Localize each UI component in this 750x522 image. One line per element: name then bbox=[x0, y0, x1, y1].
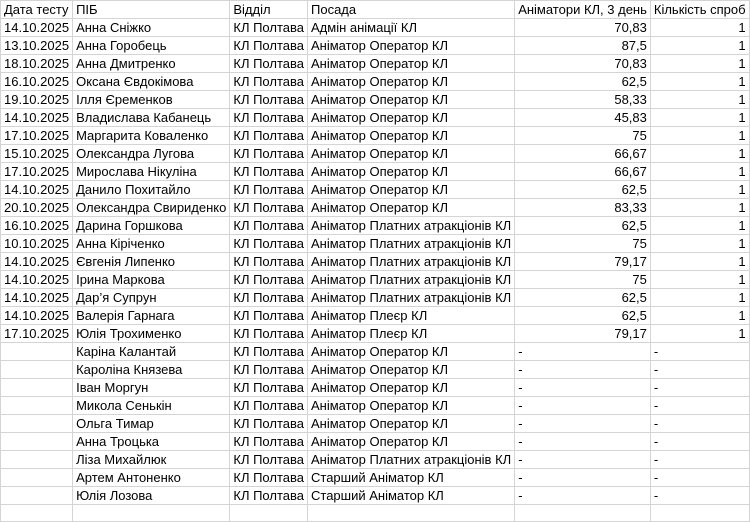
cell-name[interactable]: Юлія Трохименко bbox=[73, 325, 230, 343]
cell-date[interactable]: 13.10.2025 bbox=[1, 37, 73, 55]
cell-score[interactable]: 79,17 bbox=[515, 325, 651, 343]
table-row bbox=[1, 73, 750, 91]
cell-position[interactable]: Аніматор Оператор КЛ bbox=[308, 55, 515, 73]
cell-date[interactable] bbox=[1, 469, 73, 487]
cell-name[interactable]: Іван Моргун bbox=[73, 379, 230, 397]
cell-attempts[interactable]: 1 bbox=[650, 19, 749, 37]
table-row bbox=[1, 127, 750, 145]
table-row bbox=[1, 217, 750, 235]
cell-score[interactable]: 62,5 bbox=[515, 307, 651, 325]
cell-score[interactable]: - bbox=[515, 415, 651, 433]
cell-name[interactable]: Ольга Тимар bbox=[73, 415, 230, 433]
cell-score[interactable]: 83,33 bbox=[515, 199, 651, 217]
header-score[interactable]: Аніматори КЛ, 3 день bbox=[515, 1, 651, 19]
cell-department[interactable]: КЛ Полтава bbox=[230, 469, 308, 487]
cell-attempts[interactable]: - bbox=[650, 433, 749, 451]
cell-attempts[interactable]: - bbox=[650, 343, 749, 361]
cell-score[interactable]: 70,83 bbox=[515, 55, 651, 73]
cell-department[interactable]: КЛ Полтава bbox=[230, 289, 308, 307]
cell-name[interactable]: Микола Сенькін bbox=[73, 397, 230, 415]
cell-department[interactable]: КЛ Полтава bbox=[230, 487, 308, 505]
cell-name[interactable]: Владислава Кабанець bbox=[73, 109, 230, 127]
cell-date[interactable]: 17.10.2025 bbox=[1, 127, 73, 145]
table-row bbox=[1, 19, 750, 37]
cell-department[interactable]: КЛ Полтава bbox=[230, 145, 308, 163]
cell-department[interactable]: КЛ Полтава bbox=[230, 307, 308, 325]
cell-department[interactable] bbox=[230, 505, 308, 522]
cell-date[interactable] bbox=[1, 361, 73, 379]
cell-position[interactable]: Аніматор Оператор КЛ bbox=[308, 397, 515, 415]
cell-position[interactable]: Аніматор Оператор КЛ bbox=[308, 181, 515, 199]
cell-department[interactable]: КЛ Полтава bbox=[230, 343, 308, 361]
cell-date[interactable]: 14.10.2025 bbox=[1, 289, 73, 307]
cell-attempts[interactable]: 1 bbox=[650, 145, 749, 163]
cell-attempts[interactable]: 1 bbox=[650, 253, 749, 271]
cell-attempts[interactable]: 1 bbox=[650, 91, 749, 109]
table-row bbox=[1, 415, 750, 433]
cell-position[interactable]: Аніматор Платних атракціонів КЛ bbox=[308, 217, 515, 235]
cell-position[interactable]: Аніматор Платних атракціонів КЛ bbox=[308, 271, 515, 289]
cell-date[interactable]: 14.10.2025 bbox=[1, 253, 73, 271]
cell-score[interactable]: 70,83 bbox=[515, 19, 651, 37]
cell-department[interactable]: КЛ Полтава bbox=[230, 55, 308, 73]
cell-score[interactable]: 62,5 bbox=[515, 217, 651, 235]
cell-position[interactable]: Аніматор Оператор КЛ bbox=[308, 37, 515, 55]
cell-position[interactable]: Аніматор Оператор КЛ bbox=[308, 361, 515, 379]
cell-score[interactable]: 62,5 bbox=[515, 289, 651, 307]
table-row bbox=[1, 289, 750, 307]
cell-name[interactable] bbox=[73, 505, 230, 522]
cell-date[interactable] bbox=[1, 379, 73, 397]
cell-score[interactable]: 87,5 bbox=[515, 37, 651, 55]
cell-name[interactable]: Анна Троцька bbox=[73, 433, 230, 451]
cell-date[interactable]: 20.10.2025 bbox=[1, 199, 73, 217]
cell-score[interactable]: 75 bbox=[515, 127, 651, 145]
table-row bbox=[1, 271, 750, 289]
cell-position[interactable]: Аніматор Оператор КЛ bbox=[308, 73, 515, 91]
cell-position[interactable] bbox=[308, 505, 515, 522]
cell-score[interactable]: - bbox=[515, 433, 651, 451]
table-row bbox=[1, 109, 750, 127]
cell-position[interactable]: Аніматор Оператор КЛ bbox=[308, 163, 515, 181]
cell-name[interactable]: Дарина Горшкова bbox=[73, 217, 230, 235]
cell-score[interactable]: 79,17 bbox=[515, 253, 651, 271]
cell-attempts[interactable]: 1 bbox=[650, 37, 749, 55]
cell-name[interactable]: Мирослава Нікуліна bbox=[73, 163, 230, 181]
cell-date[interactable]: 14.10.2025 bbox=[1, 109, 73, 127]
cell-attempts[interactable]: 1 bbox=[650, 271, 749, 289]
cell-attempts[interactable]: 1 bbox=[650, 235, 749, 253]
cell-attempts[interactable]: - bbox=[650, 451, 749, 469]
table-row bbox=[1, 307, 750, 325]
cell-attempts[interactable]: 1 bbox=[650, 55, 749, 73]
cell-date[interactable]: 14.10.2025 bbox=[1, 19, 73, 37]
table-row bbox=[1, 325, 750, 343]
table-row bbox=[1, 361, 750, 379]
header-position[interactable]: Посада bbox=[308, 1, 515, 19]
cell-date[interactable] bbox=[1, 343, 73, 361]
cell-name[interactable]: Юлія Лозова bbox=[73, 487, 230, 505]
cell-position[interactable]: Аніматор Оператор КЛ bbox=[308, 415, 515, 433]
cell-department[interactable]: КЛ Полтава bbox=[230, 379, 308, 397]
cell-score[interactable]: 62,5 bbox=[515, 73, 651, 91]
table-row bbox=[1, 343, 750, 361]
header-attempts[interactable]: Кількість спроб bbox=[650, 1, 749, 19]
cell-score[interactable]: - bbox=[515, 469, 651, 487]
table-row bbox=[1, 451, 750, 469]
cell-date[interactable]: 10.10.2025 bbox=[1, 235, 73, 253]
cell-name[interactable]: Каріна Калантай bbox=[73, 343, 230, 361]
cell-date[interactable]: 16.10.2025 bbox=[1, 217, 73, 235]
cell-name[interactable]: Олександра Лугова bbox=[73, 145, 230, 163]
cell-position[interactable]: Аніматор Платних атракціонів КЛ bbox=[308, 235, 515, 253]
cell-attempts[interactable] bbox=[650, 505, 749, 522]
cell-name[interactable]: Данило Похитайло bbox=[73, 181, 230, 199]
cell-position[interactable]: Аніматор Платних атракціонів КЛ bbox=[308, 451, 515, 469]
cell-department[interactable]: КЛ Полтава bbox=[230, 199, 308, 217]
cell-date[interactable]: 14.10.2025 bbox=[1, 181, 73, 199]
cell-date[interactable]: 14.10.2025 bbox=[1, 271, 73, 289]
cell-score[interactable]: 75 bbox=[515, 271, 651, 289]
cell-attempts[interactable]: - bbox=[650, 379, 749, 397]
cell-attempts[interactable]: - bbox=[650, 415, 749, 433]
cell-score[interactable]: 66,67 bbox=[515, 145, 651, 163]
cell-name[interactable]: Кароліна Князева bbox=[73, 361, 230, 379]
cell-attempts[interactable]: 1 bbox=[650, 325, 749, 343]
table-row bbox=[1, 397, 750, 415]
cell-score[interactable]: - bbox=[515, 451, 651, 469]
cell-position[interactable]: Аніматор Оператор КЛ bbox=[308, 145, 515, 163]
cell-date[interactable]: 17.10.2025 bbox=[1, 163, 73, 181]
table-row bbox=[1, 487, 750, 505]
cell-position[interactable]: Аніматор Плеєр КЛ bbox=[308, 325, 515, 343]
cell-name[interactable]: Артем Антоненко bbox=[73, 469, 230, 487]
cell-attempts[interactable]: 1 bbox=[650, 199, 749, 217]
cell-date[interactable]: 14.10.2025 bbox=[1, 307, 73, 325]
table-row bbox=[1, 55, 750, 73]
table-body bbox=[1, 1, 750, 522]
cell-department[interactable]: КЛ Полтава bbox=[230, 451, 308, 469]
cell-name[interactable]: Анна Горобець bbox=[73, 37, 230, 55]
cell-department[interactable]: КЛ Полтава bbox=[230, 91, 308, 109]
cell-position[interactable]: Аніматор Платних атракціонів КЛ bbox=[308, 289, 515, 307]
cell-name[interactable]: Маргарита Коваленко bbox=[73, 127, 230, 145]
cell-date[interactable] bbox=[1, 433, 73, 451]
header-department[interactable]: Відділ bbox=[230, 1, 308, 19]
cell-score[interactable]: 58,33 bbox=[515, 91, 651, 109]
cell-date[interactable]: 17.10.2025 bbox=[1, 325, 73, 343]
cell-name[interactable]: Анна Сніжко bbox=[73, 19, 230, 37]
header-row bbox=[1, 1, 750, 19]
cell-score[interactable]: 75 bbox=[515, 235, 651, 253]
cell-department[interactable]: КЛ Полтава bbox=[230, 325, 308, 343]
cell-position[interactable]: Аніматор Оператор КЛ bbox=[308, 343, 515, 361]
table-row bbox=[1, 37, 750, 55]
cell-department[interactable]: КЛ Полтава bbox=[230, 361, 308, 379]
cell-attempts[interactable]: 1 bbox=[650, 217, 749, 235]
cell-department[interactable]: КЛ Полтава bbox=[230, 109, 308, 127]
cell-date[interactable] bbox=[1, 487, 73, 505]
cell-position[interactable]: Аніматор Оператор КЛ bbox=[308, 127, 515, 145]
cell-name[interactable]: Дар’я Супрун bbox=[73, 289, 230, 307]
cell-attempts[interactable]: 1 bbox=[650, 307, 749, 325]
cell-score[interactable] bbox=[515, 505, 651, 522]
cell-department[interactable]: КЛ Полтава bbox=[230, 253, 308, 271]
cell-date[interactable] bbox=[1, 397, 73, 415]
cell-position[interactable]: Старший Аніматор КЛ bbox=[308, 469, 515, 487]
cell-date[interactable]: 18.10.2025 bbox=[1, 55, 73, 73]
header-date[interactable]: Дата тесту bbox=[1, 1, 73, 19]
table-row bbox=[1, 505, 750, 522]
cell-attempts[interactable]: - bbox=[650, 397, 749, 415]
cell-position[interactable]: Аніматор Оператор КЛ bbox=[308, 91, 515, 109]
cell-score[interactable]: - bbox=[515, 361, 651, 379]
cell-name[interactable]: Ірина Маркова bbox=[73, 271, 230, 289]
table-row bbox=[1, 235, 750, 253]
cell-attempts[interactable]: - bbox=[650, 361, 749, 379]
cell-department[interactable]: КЛ Полтава bbox=[230, 271, 308, 289]
cell-score[interactable]: 62,5 bbox=[515, 181, 651, 199]
cell-department[interactable]: КЛ Полтава bbox=[230, 181, 308, 199]
cell-attempts[interactable]: 1 bbox=[650, 109, 749, 127]
cell-score[interactable]: - bbox=[515, 343, 651, 361]
cell-date[interactable] bbox=[1, 451, 73, 469]
table-row bbox=[1, 253, 750, 271]
cell-name[interactable]: Євгенія Липенко bbox=[73, 253, 230, 271]
cell-department[interactable]: КЛ Полтава bbox=[230, 433, 308, 451]
cell-attempts[interactable]: 1 bbox=[650, 127, 749, 145]
cell-name[interactable]: Ілля Єременков bbox=[73, 91, 230, 109]
cell-department[interactable]: КЛ Полтава bbox=[230, 235, 308, 253]
cell-department[interactable]: КЛ Полтава bbox=[230, 37, 308, 55]
cell-position[interactable]: Аніматор Платних атракціонів КЛ bbox=[308, 253, 515, 271]
cell-name[interactable]: Анна Дмитренко bbox=[73, 55, 230, 73]
cell-position[interactable]: Аніматор Плеєр КЛ bbox=[308, 307, 515, 325]
table-row bbox=[1, 433, 750, 451]
cell-position[interactable]: Адмін анімації КЛ bbox=[308, 19, 515, 37]
cell-score[interactable]: 66,67 bbox=[515, 163, 651, 181]
cell-score[interactable]: 45,83 bbox=[515, 109, 651, 127]
cell-attempts[interactable]: 1 bbox=[650, 181, 749, 199]
cell-date[interactable] bbox=[1, 415, 73, 433]
cell-score[interactable]: - bbox=[515, 487, 651, 505]
table-row bbox=[1, 199, 750, 217]
cell-position[interactable]: Аніматор Оператор КЛ bbox=[308, 199, 515, 217]
cell-attempts[interactable]: 1 bbox=[650, 289, 749, 307]
header-name[interactable]: ПІБ bbox=[73, 1, 230, 19]
cell-date[interactable]: 19.10.2025 bbox=[1, 91, 73, 109]
cell-position[interactable]: Старший Аніматор КЛ bbox=[308, 487, 515, 505]
table-row bbox=[1, 379, 750, 397]
cell-date[interactable]: 16.10.2025 bbox=[1, 73, 73, 91]
table-row bbox=[1, 91, 750, 109]
cell-attempts[interactable]: - bbox=[650, 487, 749, 505]
cell-date[interactable] bbox=[1, 505, 73, 522]
cell-department[interactable]: КЛ Полтава bbox=[230, 127, 308, 145]
cell-department[interactable]: КЛ Полтава bbox=[230, 415, 308, 433]
cell-name[interactable]: Ліза Михайлюк bbox=[73, 451, 230, 469]
cell-name[interactable]: Анна Кіріченко bbox=[73, 235, 230, 253]
cell-name[interactable]: Олександра Свириденко bbox=[73, 199, 230, 217]
table-row bbox=[1, 181, 750, 199]
table-row bbox=[1, 145, 750, 163]
cell-score[interactable]: - bbox=[515, 397, 651, 415]
cell-name[interactable]: Валерія Гарнага bbox=[73, 307, 230, 325]
cell-date[interactable]: 15.10.2025 bbox=[1, 145, 73, 163]
cell-position[interactable]: Аніматор Оператор КЛ bbox=[308, 379, 515, 397]
cell-department[interactable]: КЛ Полтава bbox=[230, 163, 308, 181]
cell-score[interactable]: - bbox=[515, 379, 651, 397]
cell-attempts[interactable]: - bbox=[650, 469, 749, 487]
cell-department[interactable]: КЛ Полтава bbox=[230, 397, 308, 415]
table-row bbox=[1, 163, 750, 181]
cell-attempts[interactable]: 1 bbox=[650, 163, 749, 181]
cell-position[interactable]: Аніматор Оператор КЛ bbox=[308, 109, 515, 127]
cell-name[interactable]: Оксана Євдокімова bbox=[73, 73, 230, 91]
cell-attempts[interactable]: 1 bbox=[650, 73, 749, 91]
cell-department[interactable]: КЛ Полтава bbox=[230, 217, 308, 235]
cell-position[interactable]: Аніматор Оператор КЛ bbox=[308, 433, 515, 451]
cell-department[interactable]: КЛ Полтава bbox=[230, 19, 308, 37]
cell-department[interactable]: КЛ Полтава bbox=[230, 73, 308, 91]
table-row bbox=[1, 469, 750, 487]
